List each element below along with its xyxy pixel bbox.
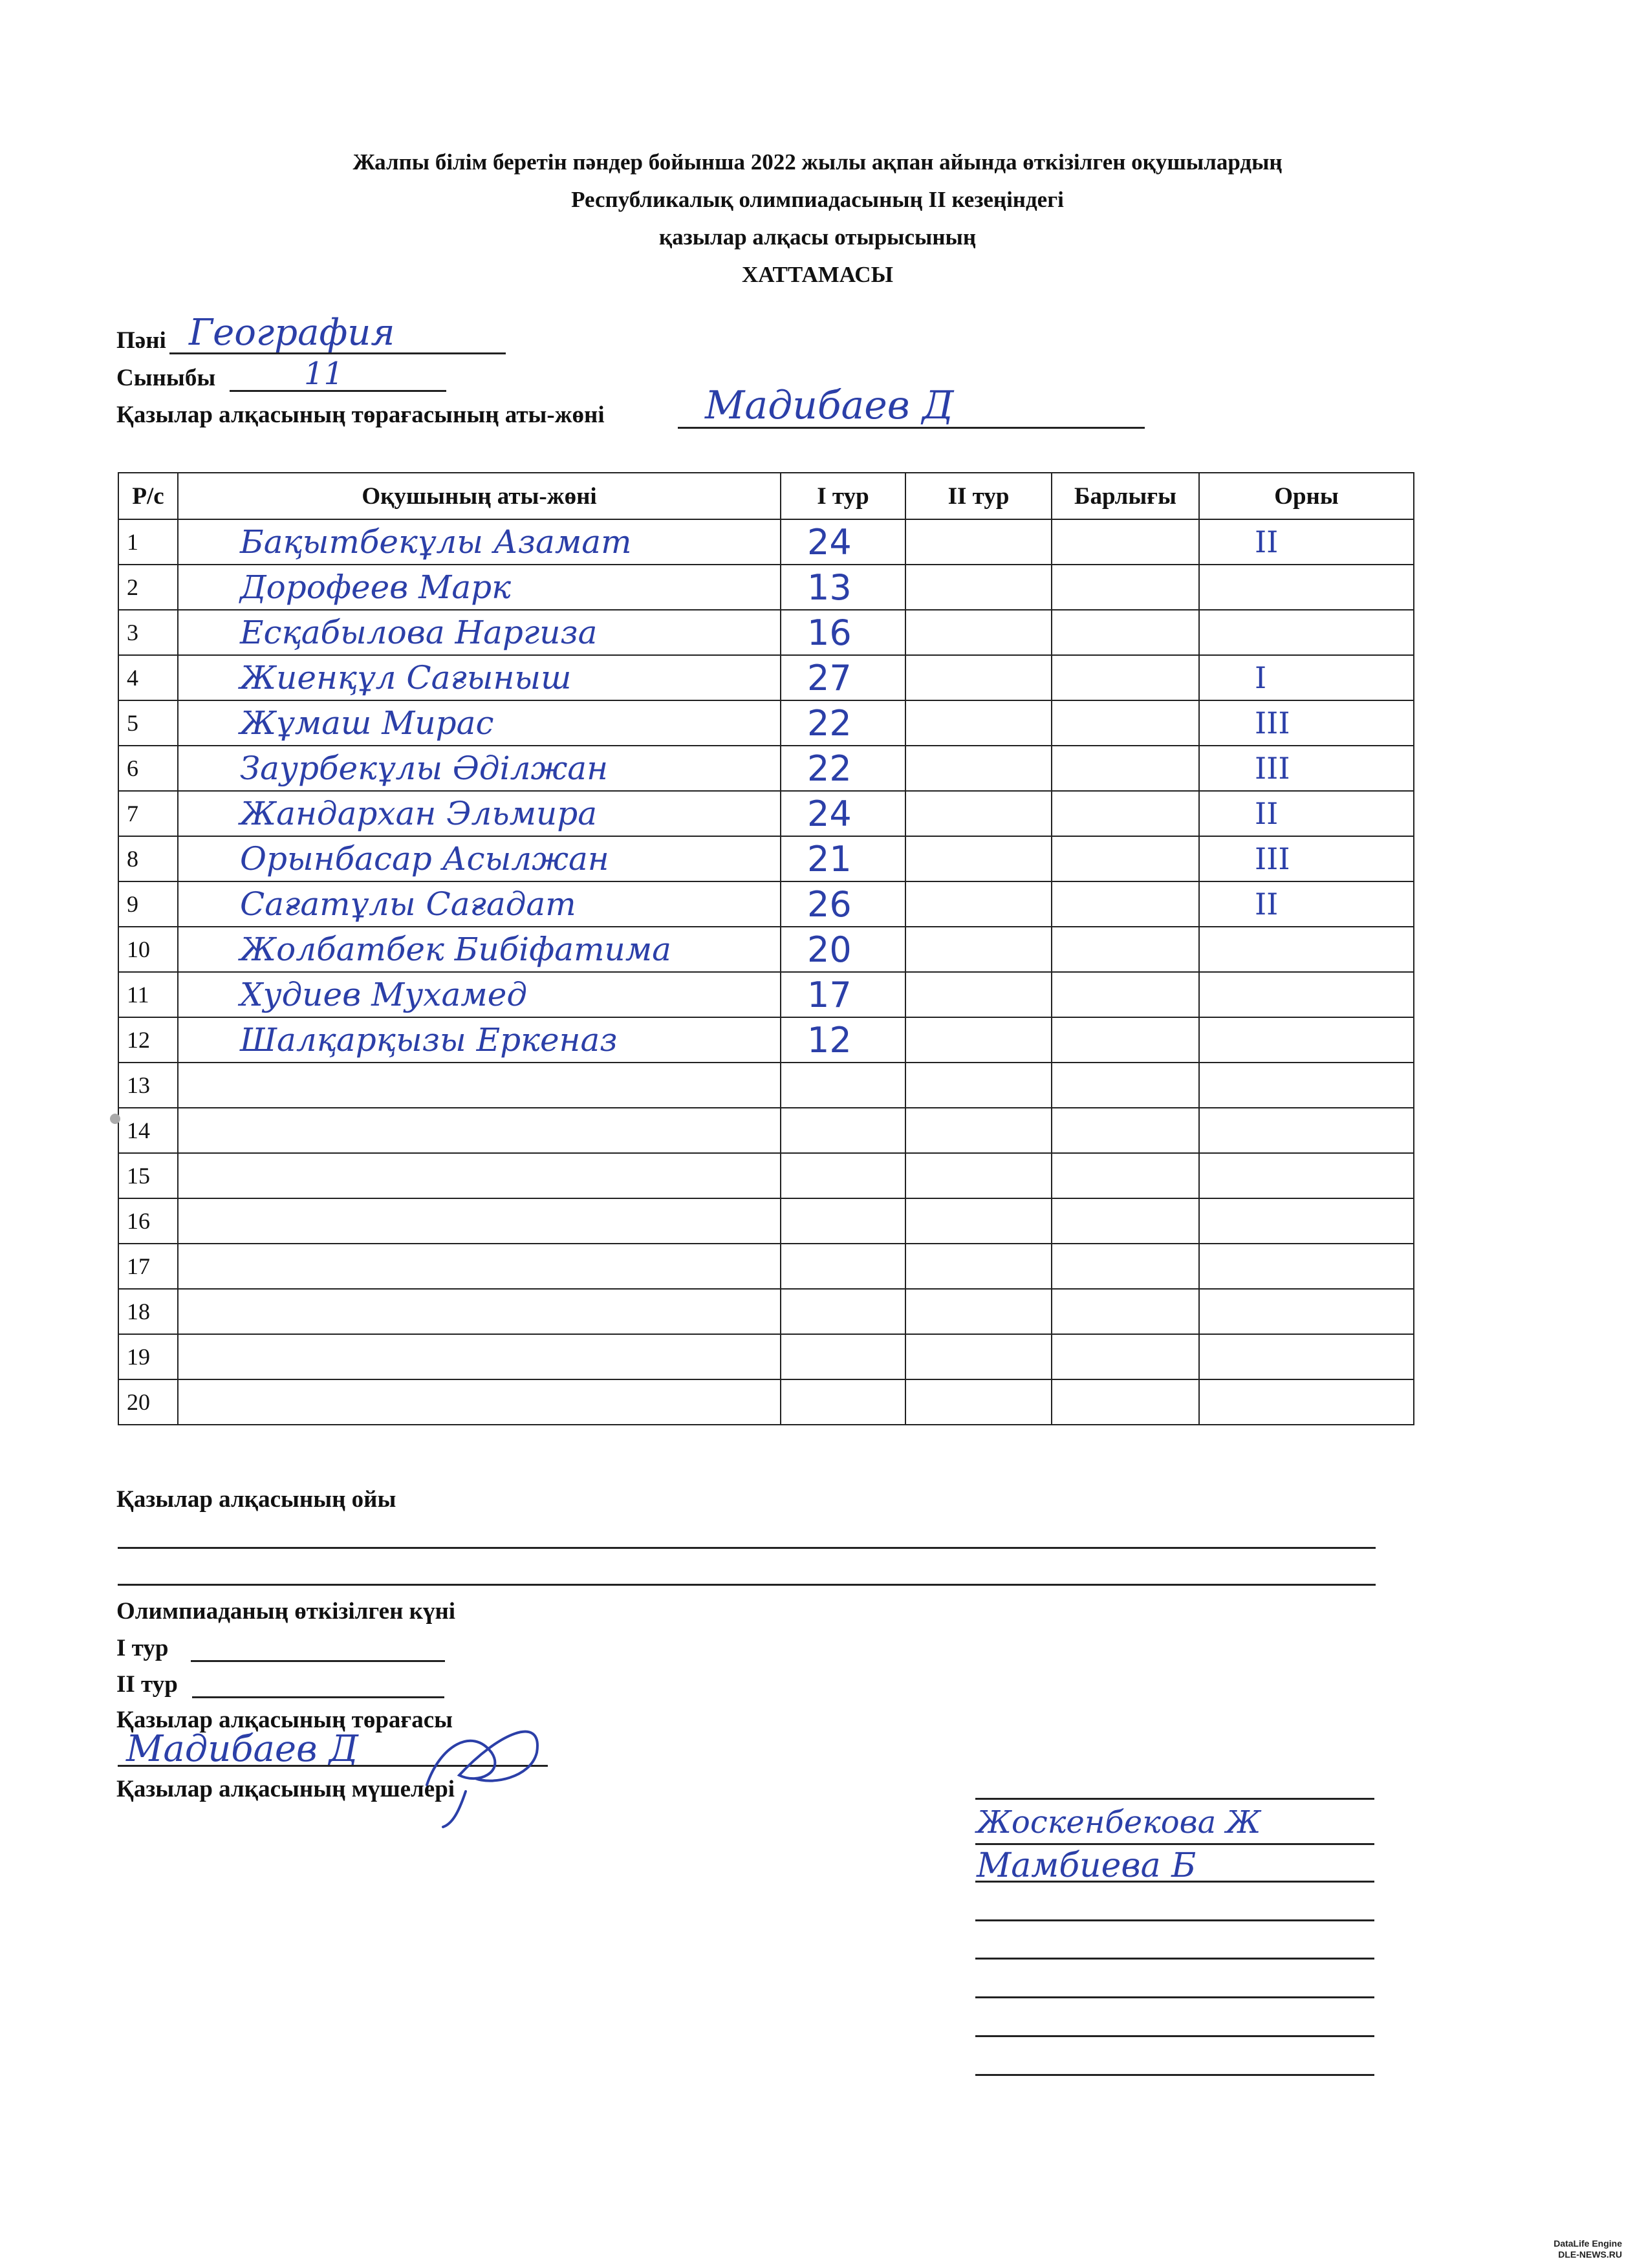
tour1-score: [781, 1198, 905, 1244]
tour1-score: 27: [781, 655, 905, 700]
student-name: [178, 1244, 781, 1289]
place: [1199, 1198, 1414, 1244]
grade-value: 11: [304, 356, 344, 392]
tour2-score: [905, 655, 1052, 700]
tour1-score: 24: [781, 519, 905, 565]
place: [1199, 1244, 1414, 1289]
scan-dot: [110, 1114, 120, 1124]
tour1-score: [781, 1108, 905, 1153]
table-row: [118, 791, 1414, 836]
tour2-underline: [192, 1696, 444, 1698]
student-name: Жұмаш Мирас: [178, 700, 781, 746]
place: ІІІ: [1199, 836, 1414, 881]
member-line-0: [975, 1798, 1374, 1800]
table-header-row: [118, 473, 1414, 519]
member-line-4: [975, 1958, 1374, 1960]
table-row: [118, 881, 1414, 927]
table-row: [118, 1017, 1414, 1063]
place: [1199, 1108, 1414, 1153]
subject-label: Пәні: [116, 327, 166, 354]
place: ІІ: [1199, 791, 1414, 836]
row-number: 7: [118, 791, 178, 836]
tour1-score: [781, 1379, 905, 1425]
tour2-score: [905, 1334, 1052, 1379]
tour1-score: 21: [781, 836, 905, 881]
row-number: 11: [118, 972, 178, 1017]
table-row: [118, 1289, 1414, 1334]
total-score: [1052, 1198, 1199, 1244]
opinion-label: Қазылар алқасының ойы: [116, 1486, 396, 1513]
tour2-score: [905, 1198, 1052, 1244]
table-row: [118, 1063, 1414, 1108]
table-row: [118, 610, 1414, 655]
title-line-1: Жалпы білім беретін пәндер бойынша 2022 жылы ақпан айында өткізілген оқушылардың: [352, 149, 1283, 175]
tour1-score: [781, 1334, 905, 1379]
row-number: 6: [118, 746, 178, 791]
place: І: [1199, 655, 1414, 700]
student-name: [178, 1063, 781, 1108]
student-name: [178, 1153, 781, 1198]
col-header-name: Оқушының аты-жөні: [178, 473, 781, 519]
row-number: 2: [118, 565, 178, 610]
place: [1199, 927, 1414, 972]
place: ІІІ: [1199, 700, 1414, 746]
row-number: 4: [118, 655, 178, 700]
tour2-score: [905, 565, 1052, 610]
student-name: Орынбасар Асылжан: [178, 836, 781, 881]
footer-watermark: [1554, 2238, 1622, 2260]
total-score: [1052, 1244, 1199, 1289]
row-number: 9: [118, 881, 178, 927]
total-score: [1052, 927, 1199, 972]
student-name: [178, 1289, 781, 1334]
table-row: [118, 1198, 1414, 1244]
table-row: [118, 1379, 1414, 1425]
place: [1199, 610, 1414, 655]
row-number: 14: [118, 1108, 178, 1153]
chair-value: Мадибаев Д: [705, 383, 954, 428]
tour1-score: [781, 1063, 905, 1108]
member-signature-1: Жоскенбекова Ж: [977, 1804, 1261, 1841]
student-name: [178, 1334, 781, 1379]
tour1-label: І тур: [116, 1635, 169, 1661]
tour1-score: 20: [781, 927, 905, 972]
tour2-score: [905, 881, 1052, 927]
tour2-score: [905, 1153, 1052, 1198]
total-score: [1052, 972, 1199, 1017]
row-number: 13: [118, 1063, 178, 1108]
student-name: Бақытбекұлы Азамат: [178, 519, 781, 565]
total-score: [1052, 1017, 1199, 1063]
student-name: Шалқарқызы Еркеназ: [178, 1017, 781, 1063]
total-score: [1052, 610, 1199, 655]
place: [1199, 1334, 1414, 1379]
place: [1199, 1153, 1414, 1198]
col-header-total: Барлығы: [1052, 473, 1199, 519]
total-score: [1052, 1108, 1199, 1153]
col-header-place: Орны: [1199, 473, 1414, 519]
tour2-score: [905, 1379, 1052, 1425]
total-score: [1052, 791, 1199, 836]
student-name: Сағатұлы Сағадат: [178, 881, 781, 927]
place: [1199, 565, 1414, 610]
document-title: [0, 144, 1635, 294]
table-row: [118, 836, 1414, 881]
student-name: Дорофеев Марк: [178, 565, 781, 610]
place: [1199, 1017, 1414, 1063]
tour2-score: [905, 1063, 1052, 1108]
col-header-tour2: ІІ тур: [905, 473, 1052, 519]
total-score: [1052, 836, 1199, 881]
row-number: 16: [118, 1198, 178, 1244]
subject-value: География: [189, 312, 395, 354]
total-score: [1052, 881, 1199, 927]
tour2-score: [905, 1017, 1052, 1063]
student-name: Заурбекұлы Әділжан: [178, 746, 781, 791]
row-number: 8: [118, 836, 178, 881]
tour1-score: [781, 1289, 905, 1334]
total-score: [1052, 1063, 1199, 1108]
tour2-score: [905, 836, 1052, 881]
student-name: Худиев Мухамед: [178, 972, 781, 1017]
total-score: [1052, 565, 1199, 610]
opinion-line-2: [118, 1584, 1376, 1586]
row-number: 10: [118, 927, 178, 972]
row-number: 12: [118, 1017, 178, 1063]
tour2-score: [905, 1289, 1052, 1334]
opinion-line-1: [118, 1547, 1376, 1549]
member-line-1: [975, 1843, 1374, 1845]
chair-signature-value: Мадибаев Д: [126, 1728, 358, 1770]
results-table: [118, 472, 1414, 1425]
chair-signature-scribble: [414, 1688, 556, 1837]
tour1-score: 22: [781, 700, 905, 746]
tour2-score: [905, 519, 1052, 565]
place: [1199, 972, 1414, 1017]
member-signature-2: Мамбиева Б: [977, 1846, 1196, 1885]
title-line-2: Республикалық олимпиадасының ІІ кезеңіндегі: [571, 187, 1064, 212]
title-line-4: ХАТТАМАСЫ: [742, 262, 893, 287]
table-row: [118, 1153, 1414, 1198]
tour2-score: [905, 927, 1052, 972]
total-score: [1052, 519, 1199, 565]
tour2-score: [905, 700, 1052, 746]
col-header-number: Р/с: [118, 473, 178, 519]
row-number: 19: [118, 1334, 178, 1379]
row-number: 1: [118, 519, 178, 565]
student-name: Жандархан Эльмира: [178, 791, 781, 836]
total-score: [1052, 1334, 1199, 1379]
row-number: 3: [118, 610, 178, 655]
table-row: [118, 700, 1414, 746]
tour1-score: 16: [781, 610, 905, 655]
member-line-5: [975, 1996, 1374, 1998]
total-score: [1052, 1153, 1199, 1198]
row-number: 20: [118, 1379, 178, 1425]
place: [1199, 1063, 1414, 1108]
tour1-score: 26: [781, 881, 905, 927]
tour2-score: [905, 972, 1052, 1017]
member-line-7: [975, 2074, 1374, 2076]
tour1-score: 13: [781, 565, 905, 610]
chair-signature-label: Қазылар алқасының төрағасы: [116, 1707, 453, 1733]
table-row: [118, 1108, 1414, 1153]
student-name: [178, 1379, 781, 1425]
place: ІІІ: [1199, 746, 1414, 791]
student-name: [178, 1198, 781, 1244]
tour2-score: [905, 746, 1052, 791]
total-score: [1052, 1289, 1199, 1334]
tour2-label: ІІ тур: [116, 1671, 178, 1698]
tour2-score: [905, 791, 1052, 836]
place: ІІ: [1199, 881, 1414, 927]
place: ІІ: [1199, 519, 1414, 565]
chair-label: Қазылар алқасының төрағасының аты-жөні: [116, 402, 605, 428]
tour1-score: 24: [781, 791, 905, 836]
tour1-score: [781, 1244, 905, 1289]
table-row: [118, 746, 1414, 791]
col-header-tour1: І тур: [781, 473, 905, 519]
tour1-score: 17: [781, 972, 905, 1017]
tour2-score: [905, 1244, 1052, 1289]
total-score: [1052, 700, 1199, 746]
table-row: [118, 927, 1414, 972]
tour2-score: [905, 1108, 1052, 1153]
row-number: 18: [118, 1289, 178, 1334]
place: [1199, 1379, 1414, 1425]
table-row: [118, 1334, 1414, 1379]
place: [1199, 1289, 1414, 1334]
tour1-score: 12: [781, 1017, 905, 1063]
table-row: [118, 519, 1414, 565]
table-row: [118, 972, 1414, 1017]
tour2-score: [905, 610, 1052, 655]
member-line-3: [975, 1919, 1374, 1921]
row-number: 17: [118, 1244, 178, 1289]
student-name: Есқабылова Наргиза: [178, 610, 781, 655]
table-row: [118, 655, 1414, 700]
tour1-underline: [191, 1660, 445, 1662]
table-row: [118, 1244, 1414, 1289]
footer-line-1: DataLife Engine: [1554, 2238, 1622, 2249]
members-label: Қазылар алқасының мүшелері: [116, 1776, 455, 1802]
date-label: Олимпиаданың өткізілген күні: [116, 1598, 456, 1625]
total-score: [1052, 655, 1199, 700]
member-line-6: [975, 2035, 1374, 2037]
total-score: [1052, 746, 1199, 791]
total-score: [1052, 1379, 1199, 1425]
grade-label: Сыныбы: [116, 365, 216, 391]
tour1-score: 22: [781, 746, 905, 791]
student-name: Жиенқұл Сағыныш: [178, 655, 781, 700]
row-number: 15: [118, 1153, 178, 1198]
tour1-score: [781, 1153, 905, 1198]
student-name: [178, 1108, 781, 1153]
footer-line-2: DLE-NEWS.RU: [1558, 2249, 1622, 2260]
title-line-3: қазылар алқасы отырысының: [659, 224, 976, 250]
row-number: 5: [118, 700, 178, 746]
table-row: [118, 565, 1414, 610]
student-name: Жолбатбек Бибіфатима: [178, 927, 781, 972]
member-line-2: [975, 1881, 1374, 1883]
